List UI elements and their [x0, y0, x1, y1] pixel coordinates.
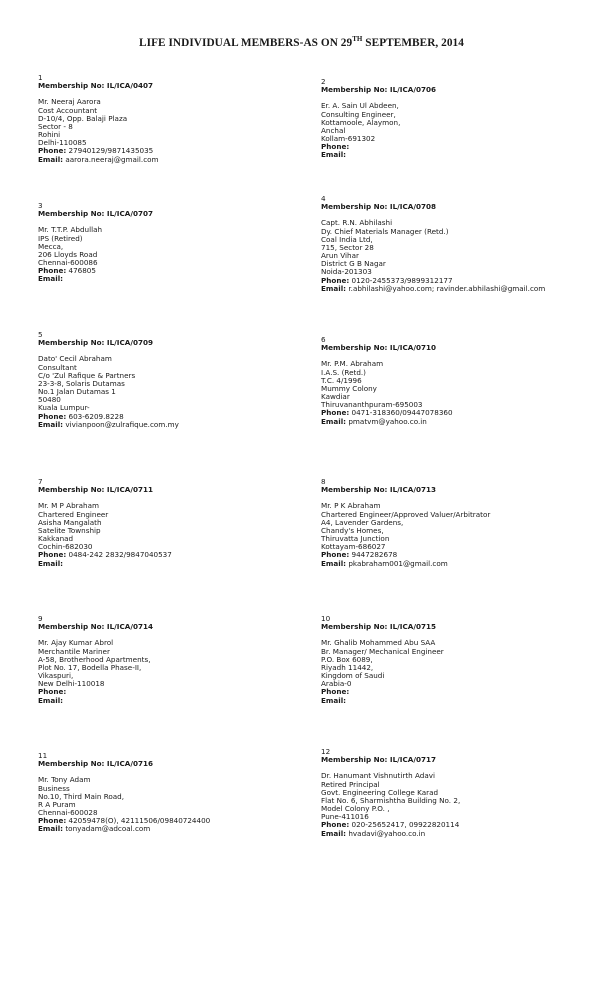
email-line — [38, 156, 298, 164]
membership-label: Membership No: — [38, 209, 107, 219]
membership-number: IL/ICA/0708 — [389, 202, 436, 212]
email-value: pkabraham001@gmail.com — [348, 558, 448, 568]
address-line: Chartered Engineer — [38, 509, 109, 519]
address-line: Pune-411016 — [321, 812, 369, 822]
email-line — [321, 151, 596, 159]
address-line: 50480 — [38, 395, 61, 405]
address-line: Consulting Engineer, — [321, 109, 396, 119]
address-line: Plot No. 17, Bodella Phase-II, — [38, 662, 142, 672]
membership-number: IL/ICA/0714 — [106, 622, 153, 632]
member-entry — [38, 202, 298, 284]
phone-label: Phone: — [38, 687, 67, 697]
address-line: Model Colony P.O. , — [321, 804, 390, 814]
member-serial-number: 11 — [38, 751, 48, 760]
phone-value: 0120-2455373/9899312177 — [351, 275, 453, 285]
address-line: IPS (Retired) — [38, 233, 83, 243]
phone-line — [38, 267, 298, 275]
address-line: Business — [38, 783, 70, 793]
phone-label: Phone: — [321, 820, 350, 830]
phone-line — [321, 143, 596, 151]
title-superscript: TH — [352, 35, 363, 43]
membership-number: IL/ICA/0713 — [389, 485, 436, 495]
member-entry — [321, 78, 596, 160]
member-serial-number: 3 — [38, 201, 43, 210]
membership-label: Membership No: — [321, 622, 390, 632]
membership-number-line — [321, 344, 596, 352]
email-value: pmatvm@yahoo.co.in — [348, 416, 427, 426]
address-line: Dy. Chief Materials Manager (Retd.) — [321, 226, 449, 236]
email-value: hvadavi@yahoo.co.in — [348, 828, 426, 838]
address-line: Mr. Ajay Kumar Abrol — [38, 638, 114, 648]
member-entry — [321, 195, 596, 293]
address-line: Kakkanad — [38, 534, 74, 544]
email-label: Email: — [321, 283, 347, 293]
address-line: Noida-201303 — [321, 267, 372, 277]
membership-number-line — [38, 210, 298, 218]
address-line: Kawdiar — [321, 392, 350, 402]
title-prefix: LIFE INDIVIDUAL MEMBERS-AS ON 29 — [139, 37, 353, 49]
address-line: Kollam-691302 — [321, 134, 376, 144]
member-serial-number: 2 — [321, 77, 326, 86]
membership-label: Membership No: — [38, 759, 107, 769]
member-serial-number: 9 — [38, 614, 43, 623]
address-line: New Delhi-110018 — [38, 679, 105, 689]
title-suffix: SEPTEMBER, 2014 — [362, 37, 464, 49]
address-line: Dato' Cecil Abraham — [38, 354, 112, 364]
member-serial-number: 5 — [38, 330, 43, 339]
address-line: Chennai-600028 — [38, 808, 98, 818]
email-label: Email: — [321, 150, 347, 160]
email-line — [321, 418, 596, 426]
member-entry — [38, 478, 298, 568]
email-label: Email: — [321, 558, 347, 568]
email-line — [38, 697, 298, 705]
address-line: Kottamoole, Alaymon, — [321, 117, 401, 127]
member-entry — [38, 615, 298, 705]
phone-label: Phone: — [321, 275, 350, 285]
address-line: Chennai-600086 — [38, 258, 98, 268]
membership-number: IL/ICA/0716 — [106, 759, 153, 769]
member-serial-number: 10 — [321, 614, 331, 623]
membership-label: Membership No: — [321, 485, 390, 495]
address-line: 23-3-8, Solaris Dutamas — [38, 378, 125, 388]
email-line — [38, 560, 298, 568]
phone-label: Phone: — [38, 146, 67, 156]
address-line: Mecca, — [38, 241, 64, 251]
address-line: No.1 Jalan Dutamas 1 — [38, 387, 116, 397]
address-line: Cochin-682030 — [38, 542, 93, 552]
phone-label: Phone: — [321, 408, 350, 418]
address-line: T.C. 4/1996 — [321, 375, 362, 385]
address-line: D-10/4, Opp. Balaji Plaza — [38, 113, 128, 123]
email-line — [321, 697, 596, 705]
membership-number: IL/ICA/0715 — [389, 622, 436, 632]
membership-number-line — [321, 623, 596, 631]
address-line: Asisha Mangalath — [38, 517, 102, 527]
address-line: Mr. M P Abraham — [38, 501, 99, 511]
phone-label: Phone: — [38, 266, 67, 276]
address-line: Satelite Township — [38, 525, 101, 535]
address-line: Mr. P K Abraham — [321, 501, 381, 511]
membership-number-line — [321, 203, 596, 211]
address-line: A4, Lavender Gardens, — [321, 517, 404, 527]
email-value: r.abhilashi@yahoo.com; ravinder.abhilashi@gmail.com — [348, 283, 546, 293]
address-line: Arun Vihar — [321, 251, 359, 261]
address-line: Delhi-110085 — [38, 138, 87, 148]
membership-label: Membership No: — [321, 343, 390, 353]
address-line: A-58, Brotherhood Apartments, — [38, 654, 151, 664]
membership-label: Membership No: — [321, 202, 390, 212]
address-line: 715, Sector 28 — [321, 242, 374, 252]
email-line — [321, 830, 596, 838]
address-line: Chartered Engineer/Approved Valuer/Arbitrator — [321, 509, 491, 519]
address-line: Consultant — [38, 362, 77, 372]
membership-number: IL/ICA/0407 — [106, 81, 153, 91]
member-serial-number: 6 — [321, 335, 326, 344]
phone-value: 27940129/9871435035 — [68, 146, 154, 156]
membership-label: Membership No: — [321, 85, 390, 95]
email-label: Email: — [38, 154, 64, 164]
membership-number-line — [38, 760, 298, 768]
phone-label: Phone: — [321, 142, 350, 152]
address-line: Mr. Ghalib Mohammed Abu SAA — [321, 638, 436, 648]
membership-number: IL/ICA/0711 — [106, 485, 153, 495]
phone-label: Phone: — [38, 816, 67, 826]
phone-value: 0484-242 2832/9847040537 — [68, 550, 172, 560]
member-entry — [321, 336, 596, 426]
membership-number-line — [38, 486, 298, 494]
address-line: Thiruvatta Junction — [321, 534, 390, 544]
address-line: I.A.S. (Retd.) — [321, 367, 366, 377]
page-title — [0, 37, 603, 49]
address-line: Mr. Tony Adam — [38, 775, 91, 785]
phone-label: Phone: — [38, 550, 67, 560]
email-value: aarora.neeraj@gmail.com — [65, 154, 159, 164]
phone-value: 476805 — [68, 266, 96, 276]
email-value: vivianpoon@zulrafique.com.my — [65, 419, 179, 429]
membership-number-line — [321, 86, 596, 94]
address-line: Merchantile Mariner — [38, 646, 110, 656]
membership-number: IL/ICA/0717 — [389, 755, 436, 765]
membership-number: IL/ICA/0706 — [389, 85, 436, 95]
address-line: District G B Nagar — [321, 259, 386, 269]
address-line: R A Puram — [38, 799, 76, 809]
address-line: Dr. Hanumant Vishnutirth Adavi — [321, 771, 435, 781]
member-entry — [38, 331, 298, 429]
email-line — [321, 560, 596, 568]
email-label: Email: — [321, 695, 347, 705]
phone-label: Phone: — [321, 687, 350, 697]
phone-line — [38, 688, 298, 696]
member-entry — [38, 752, 298, 834]
address-line: Thiruvananthpuram-695003 — [321, 400, 423, 410]
address-line: Retired Principal — [321, 779, 380, 789]
phone-label: Phone: — [321, 550, 350, 560]
email-line — [321, 285, 596, 293]
address-line: Sector - 8 — [38, 121, 73, 131]
address-line: Arabia-0 — [321, 679, 352, 689]
address-line: Chandy's Homes, — [321, 525, 384, 535]
email-line — [38, 825, 298, 833]
email-label: Email: — [38, 274, 64, 284]
phone-value: 42059478(O), 42111506/09840724400 — [68, 816, 211, 826]
membership-number-line — [38, 339, 298, 347]
membership-number-line — [321, 756, 596, 764]
member-entry — [321, 615, 596, 705]
membership-label: Membership No: — [38, 485, 107, 495]
membership-number: IL/ICA/0707 — [106, 209, 153, 219]
phone-value: 020-25652417, 09922820114 — [351, 820, 460, 830]
address-line: Rohini — [38, 130, 61, 140]
address-line: Mr. P.M. Abraham — [321, 359, 384, 369]
email-label: Email: — [321, 828, 347, 838]
member-serial-number: 1 — [38, 73, 43, 82]
member-serial-number: 8 — [321, 477, 326, 486]
phone-line — [321, 688, 596, 696]
phone-value: 0471-318360/09447078360 — [351, 408, 453, 418]
phone-label: Phone: — [38, 411, 67, 421]
address-line: P.O. Box 6089, — [321, 654, 373, 664]
address-line: Govt. Engineering College Karad — [321, 787, 439, 797]
email-label: Email: — [38, 419, 64, 429]
email-label: Email: — [38, 695, 64, 705]
address-line: Kingdom of Saudi — [321, 671, 385, 681]
membership-number-line — [321, 486, 596, 494]
address-line: Er. A. Sain Ul Abdeen, — [321, 101, 399, 111]
email-line — [38, 421, 298, 429]
member-serial-number: 7 — [38, 477, 43, 486]
member-serial-number: 4 — [321, 194, 326, 203]
membership-label: Membership No: — [38, 81, 107, 91]
address-line: Br. Manager/ Mechanical Engineer — [321, 646, 444, 656]
phone-value: 9447282678 — [351, 550, 398, 560]
address-line: Anchal — [321, 125, 346, 135]
address-line: Flat No. 6, Sharmishtha Building No. 2, — [321, 795, 461, 805]
email-label: Email: — [38, 824, 64, 834]
membership-number-line — [38, 82, 298, 90]
address-line: Capt. R.N. Abhilashi — [321, 218, 393, 228]
address-line: Kottayam-686027 — [321, 542, 386, 552]
email-label: Email: — [38, 558, 64, 568]
membership-number: IL/ICA/0710 — [389, 343, 436, 353]
address-line: Vikaspuri, — [38, 671, 74, 681]
membership-label: Membership No: — [38, 622, 107, 632]
membership-label: Membership No: — [38, 338, 107, 348]
address-line: Mr. Neeraj Aarora — [38, 97, 101, 107]
address-line: 206 Lloyds Road — [38, 249, 98, 259]
email-line — [38, 275, 298, 283]
membership-label: Membership No: — [321, 755, 390, 765]
email-value: tonyadam@adcoal.com — [65, 824, 151, 834]
member-entry — [321, 478, 596, 568]
member-serial-number: 12 — [321, 747, 331, 756]
address-line: C/o 'Zul Rafique & Partners — [38, 370, 136, 380]
phone-value: 603-6209.8228 — [68, 411, 124, 421]
address-line: Kuala Lumpur- — [38, 403, 90, 413]
email-label: Email: — [321, 416, 347, 426]
membership-number: IL/ICA/0709 — [106, 338, 153, 348]
address-line: No.10, Third Main Road, — [38, 791, 125, 801]
address-line: Riyadh 11442, — [321, 662, 374, 672]
membership-number-line — [38, 623, 298, 631]
address-line: Cost Accountant — [38, 105, 98, 115]
address-line: Coal India Ltd, — [321, 234, 373, 244]
phone-line — [38, 551, 298, 559]
address-line: Mummy Colony — [321, 383, 377, 393]
address-line: Mr. T.T.P. Abdullah — [38, 225, 103, 235]
member-entry — [321, 748, 596, 838]
member-entry — [38, 74, 298, 164]
